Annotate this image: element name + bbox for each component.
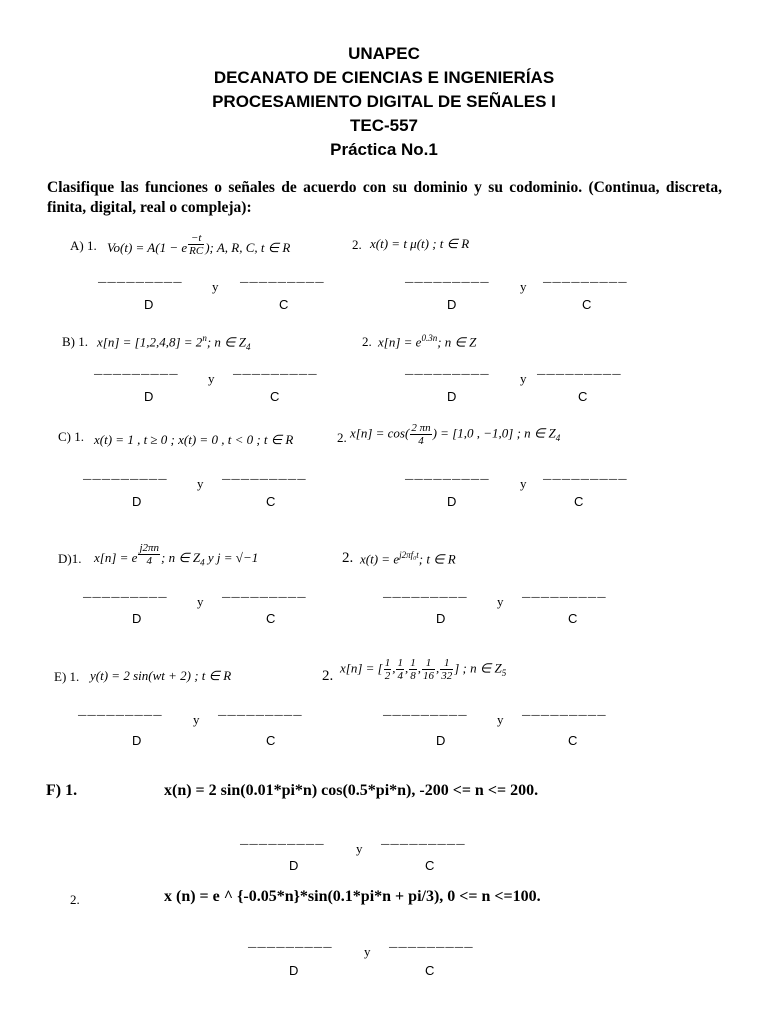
d1-y-label: y bbox=[197, 594, 204, 609]
e2-formula-base: x[n] = [ bbox=[340, 660, 383, 676]
a2-domain-blank[interactable]: _________ bbox=[405, 270, 490, 286]
e1-domain-blank[interactable]: _________ bbox=[78, 703, 163, 719]
item-b2-label: 2. bbox=[362, 334, 372, 349]
c2-codomain-blank[interactable]: _________ bbox=[543, 467, 628, 483]
f1-codomain-label: C bbox=[425, 858, 435, 873]
b1-subscript: 4 bbox=[245, 341, 251, 352]
header-institution: UNAPEC bbox=[348, 44, 420, 63]
c2-domain-blank[interactable]: _________ bbox=[405, 467, 490, 483]
e1-codomain-label: C bbox=[266, 733, 276, 748]
b1-domain-label: D bbox=[144, 389, 154, 404]
c2-subscript: 4 bbox=[555, 433, 561, 444]
item-f2-formula: x (n) = e ^ {-0.05*n}*sin(0.1*pi*n + pi/3), 0 <= n <=100. bbox=[164, 888, 541, 905]
item-d2-formula bbox=[360, 550, 456, 567]
e2-frac-3-denominator: 8 bbox=[410, 670, 416, 682]
c1-codomain-blank[interactable]: _________ bbox=[222, 467, 307, 483]
item-a2-label: 2. bbox=[352, 237, 362, 252]
c2-domain-label: D bbox=[447, 494, 457, 509]
item-d1-label: D)1. bbox=[58, 551, 82, 566]
e2-frac-5-numerator: 1 bbox=[440, 657, 453, 670]
d2-domain-label: D bbox=[436, 611, 446, 626]
item-f1-label: F) 1. bbox=[46, 782, 78, 799]
item-b1-label: B) 1. bbox=[62, 334, 88, 349]
b2-codomain-blank[interactable]: _________ bbox=[537, 362, 622, 378]
item-c1-formula: x(t) = 1 , t ≥ 0 ; x(t) = 0 , t < 0 ; t ∈ R bbox=[94, 432, 294, 447]
d1-formula-condition: y j = √−1 bbox=[204, 549, 259, 565]
b2-y-label: y bbox=[520, 371, 527, 386]
item-e1-label: E) 1. bbox=[54, 669, 80, 684]
b1-exponent: n bbox=[202, 333, 207, 343]
e2-domain-label: D bbox=[436, 733, 446, 748]
instructions-text: Clasifique las funciones o señales de acuerdo con su dominio y su codominio. (Continua, discreta, finita, digital, real o compleja): bbox=[47, 179, 722, 216]
header-course: PROCESAMIENTO DIGITAL DE SEÑALES I bbox=[212, 92, 556, 111]
b1-formula-base: x[n] = [1,2,4,8] = 2 bbox=[97, 334, 203, 350]
a1-exp-denominator: RC bbox=[189, 245, 204, 257]
item-a2-formula: x(t) = t μ(t) ; t ∈ R bbox=[370, 236, 470, 251]
c2-y-label: y bbox=[520, 476, 527, 491]
c2-formula-base: x[n] = cos( bbox=[350, 425, 410, 441]
d1-domain-blank[interactable]: _________ bbox=[83, 585, 168, 601]
a1-codomain-blank[interactable]: _________ bbox=[240, 270, 325, 286]
e2-frac-2-denominator: 4 bbox=[397, 670, 403, 682]
e2-frac-2-numerator: 1 bbox=[397, 657, 403, 669]
a1-exp-numerator: −t bbox=[188, 232, 204, 245]
d2-codomain-blank[interactable]: _________ bbox=[522, 585, 607, 601]
d2-formula-tail: ; t ∈ R bbox=[418, 551, 456, 567]
item-c2-label: 2. bbox=[337, 430, 347, 445]
f1-codomain-blank[interactable]: _________ bbox=[381, 832, 466, 848]
d2-domain-blank[interactable]: _________ bbox=[383, 585, 468, 601]
item-f2-label: 2. bbox=[70, 892, 80, 907]
e2-subscript: 5 bbox=[501, 668, 507, 679]
f2-codomain-label: C bbox=[425, 963, 435, 978]
c1-codomain-label: C bbox=[266, 494, 276, 509]
document-header bbox=[0, 42, 768, 162]
item-a1-label: A) 1. bbox=[70, 238, 97, 253]
a2-codomain-blank[interactable]: _________ bbox=[543, 270, 628, 286]
e1-y-label: y bbox=[193, 712, 200, 727]
e2-frac-3-numerator: 1 bbox=[410, 657, 416, 669]
b1-y-label: y bbox=[208, 371, 215, 386]
b2-codomain-label: C bbox=[578, 389, 588, 404]
f1-y-label: y bbox=[356, 841, 363, 856]
item-f1-formula: x(n) = 2 sin(0.01*pi*n) cos(0.5*pi*n), -200 <= n <= 200. bbox=[164, 782, 539, 799]
b1-formula-tail: ; n ∈ Z bbox=[206, 334, 246, 350]
e1-domain-label: D bbox=[132, 733, 142, 748]
a1-formula-tail: ); A, R, C, t ∈ R bbox=[205, 239, 291, 255]
d1-codomain-label: C bbox=[266, 611, 276, 626]
a1-formula-base: Vo(t) = A(1 − e bbox=[107, 239, 188, 255]
header-course-code: TEC-557 bbox=[349, 116, 419, 135]
item-d1-formula bbox=[94, 542, 258, 567]
a1-y-label: y bbox=[212, 279, 219, 294]
item-d2-label: 2. bbox=[342, 550, 354, 566]
d2-exponent: j2πf₀t bbox=[399, 550, 419, 560]
e2-frac-4-denominator: 16 bbox=[422, 670, 434, 682]
f2-domain-label: D bbox=[289, 963, 299, 978]
f1-domain-label: D bbox=[289, 858, 299, 873]
item-c2-formula bbox=[350, 422, 560, 447]
d1-exp-denominator: 4 bbox=[146, 555, 152, 567]
c1-domain-blank[interactable]: _________ bbox=[83, 467, 168, 483]
a2-codomain-label: C bbox=[582, 297, 592, 312]
b2-exponent: 0.3n bbox=[421, 333, 438, 343]
e2-domain-blank[interactable]: _________ bbox=[383, 703, 468, 719]
a1-domain-blank[interactable]: _________ bbox=[98, 270, 183, 286]
item-b2-formula bbox=[378, 333, 476, 350]
d1-codomain-blank[interactable]: _________ bbox=[222, 585, 307, 601]
c1-y-label: y bbox=[197, 476, 204, 491]
item-e1-formula: y(t) = 2 sin(wt + 2) ; t ∈ R bbox=[90, 668, 232, 683]
item-e2-formula: x[n] = [ $\frac{1}{2}$ , $\frac{1}{4}$ , $\frac{1}{8}$ , $\frac{1}{16}$ , $\frac{1}{32}$ ] ; n ∈ $Z_5$ bbox=[340, 657, 507, 682]
item-a1-formula bbox=[107, 232, 290, 257]
d1-domain-label: D bbox=[132, 611, 142, 626]
e2-codomain-label: C bbox=[568, 733, 578, 748]
d1-formula-tail: ; n ∈ Z bbox=[161, 549, 201, 565]
b2-formula-tail: ; n ∈ Z bbox=[437, 334, 477, 350]
f1-domain-blank[interactable]: _________ bbox=[240, 832, 325, 848]
e2-frac-5-denominator: 32 bbox=[441, 670, 453, 682]
b1-codomain-blank[interactable]: _________ bbox=[233, 362, 318, 378]
f2-codomain-blank[interactable]: _________ bbox=[389, 935, 474, 951]
item-b1-formula bbox=[97, 333, 250, 352]
a1-codomain-label: C bbox=[279, 297, 289, 312]
b1-codomain-label: C bbox=[270, 389, 280, 404]
f2-y-label: y bbox=[364, 944, 371, 959]
e2-frac-4-numerator: 1 bbox=[422, 657, 435, 670]
a1-domain-label: D bbox=[144, 297, 154, 312]
item-c1-label: C) 1. bbox=[58, 429, 84, 444]
c2-frac-denominator: 4 bbox=[418, 435, 424, 447]
e2-frac-1-numerator: 1 bbox=[384, 657, 391, 669]
header-dean-office: DECANATO DE CIENCIAS E INGENIERÍAS bbox=[213, 68, 555, 87]
e2-frac-1-denominator: 2 bbox=[384, 670, 391, 682]
b1-domain-blank[interactable]: _________ bbox=[94, 362, 179, 378]
b2-formula-base: x[n] = e bbox=[378, 334, 422, 350]
c2-frac-numerator: 2 πn bbox=[411, 422, 431, 434]
d2-codomain-label: C bbox=[568, 611, 578, 626]
e1-codomain-blank[interactable]: _________ bbox=[218, 703, 303, 719]
e2-y-label: y bbox=[497, 712, 504, 727]
d2-y-label: y bbox=[497, 594, 504, 609]
f2-domain-blank[interactable]: _________ bbox=[248, 935, 333, 951]
a2-domain-label: D bbox=[447, 297, 457, 312]
b2-domain-label: D bbox=[447, 389, 457, 404]
d2-formula-base: x(t) = e bbox=[360, 551, 400, 567]
e2-formula-tail: ] ; n ∈ Z bbox=[454, 660, 502, 676]
c1-domain-label: D bbox=[132, 494, 142, 509]
c2-formula-tail: ) = [1,0 , −1,0] ; n ∈ Z bbox=[432, 425, 556, 441]
b2-domain-blank[interactable]: _________ bbox=[405, 362, 490, 378]
c2-codomain-label: C bbox=[574, 494, 584, 509]
d1-subscript: 4 bbox=[200, 557, 205, 568]
a2-y-label: y bbox=[520, 279, 527, 294]
header-practice-title: Práctica No.1 bbox=[330, 140, 438, 159]
d1-exp-numerator: j2πn bbox=[139, 542, 160, 554]
e2-codomain-blank[interactable]: _________ bbox=[522, 703, 607, 719]
item-e2-label: 2. bbox=[322, 668, 334, 684]
d1-formula-base: x[n] = e bbox=[94, 549, 138, 565]
